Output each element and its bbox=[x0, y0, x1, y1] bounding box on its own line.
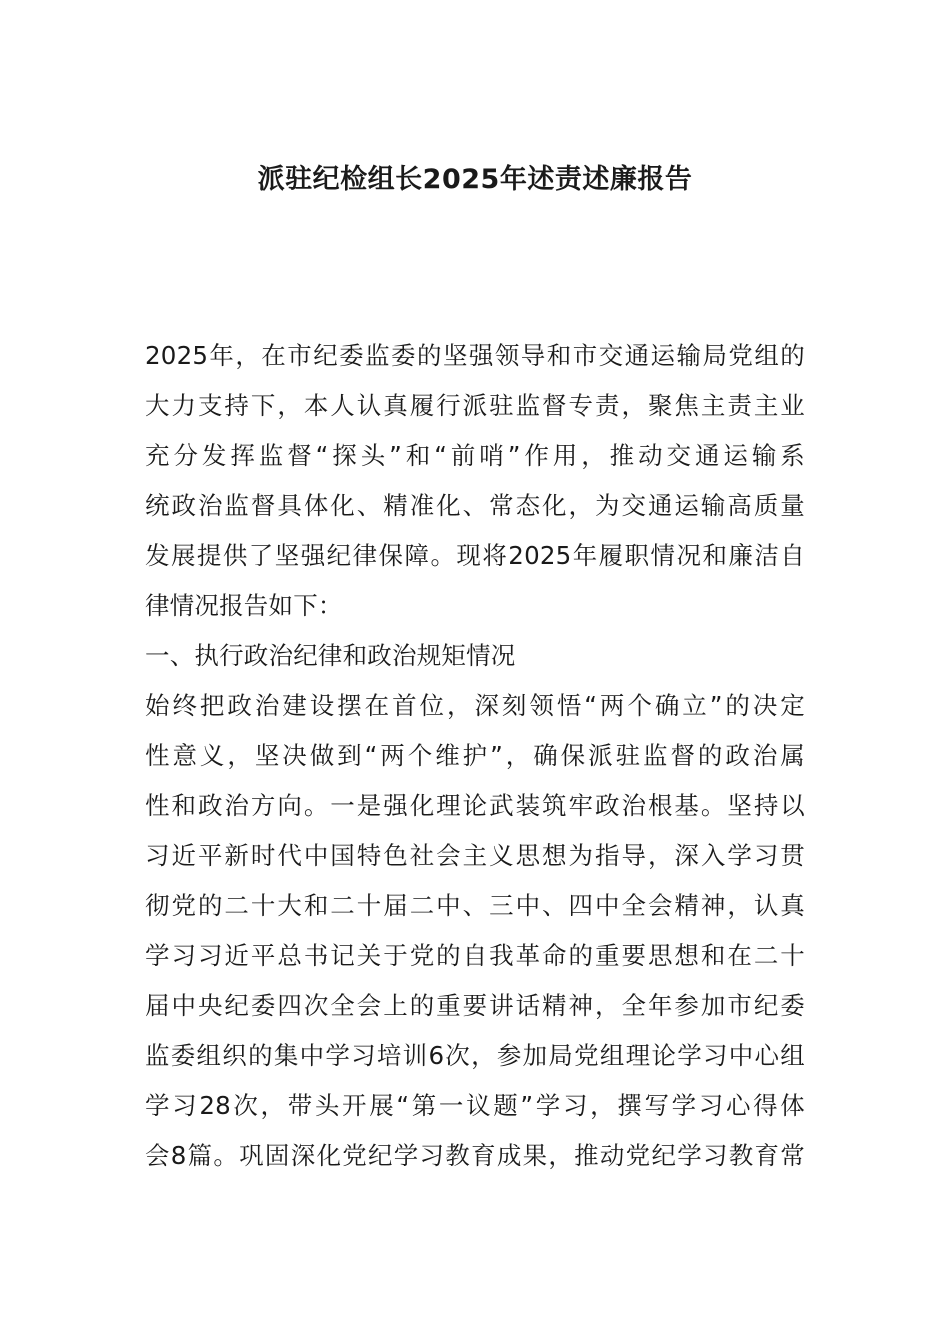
body-line: 2025年，在市纪委监委的坚强领导和市交通运输局党组的 bbox=[145, 341, 805, 370]
body-line: 彻党的二十大和二十届二中、三中、四中全会精神，认真 bbox=[145, 891, 805, 920]
body-line: 统政治监督具体化、精准化、常态化，为交通运输高质量 bbox=[145, 491, 805, 520]
body-line: 发展提供了坚强纪律保障。现将2025年履职情况和廉洁自 bbox=[145, 541, 805, 570]
body-line: 学习习近平总书记关于党的自我革命的重要思想和在二十 bbox=[145, 941, 805, 970]
section-heading: 一、执行政治纪律和政治规矩情况 bbox=[145, 641, 516, 670]
body-line: 大力支持下，本人认真履行派驻监督专责，聚焦主责主业 bbox=[145, 391, 805, 420]
body-line: 学习28次，带头开展“第一议题”学习，撰写学习心得体 bbox=[145, 1091, 805, 1120]
body-line: 习近平新时代中国特色社会主义思想为指导，深入学习贯 bbox=[145, 841, 805, 870]
body-line: 届中央纪委四次全会上的重要讲话精神，全年参加市纪委 bbox=[145, 991, 805, 1020]
body-line: 监委组织的集中学习培训6次，参加局党组理论学习中心组 bbox=[145, 1041, 805, 1070]
body-line: 始终把政治建设摆在首位，深刻领悟“两个确立”的决定 bbox=[145, 691, 805, 720]
body-line: 性和政治方向。一是强化理论武装筑牢政治根基。坚持以 bbox=[145, 791, 805, 820]
document-body bbox=[145, 338, 805, 1188]
document-title: 派驻纪检组长2025年述责述廉报告 bbox=[257, 164, 693, 195]
body-line: 律情况报告如下： bbox=[145, 591, 343, 620]
body-line: 会8篇。巩固深化党纪学习教育成果，推动党纪学习教育常 bbox=[145, 1141, 805, 1170]
body-line: 性意义，坚决做到“两个维护”，确保派驻监督的政治属 bbox=[145, 741, 805, 770]
body-line: 充分发挥监督“探头”和“前哨”作用，推动交通运输系 bbox=[145, 441, 805, 470]
